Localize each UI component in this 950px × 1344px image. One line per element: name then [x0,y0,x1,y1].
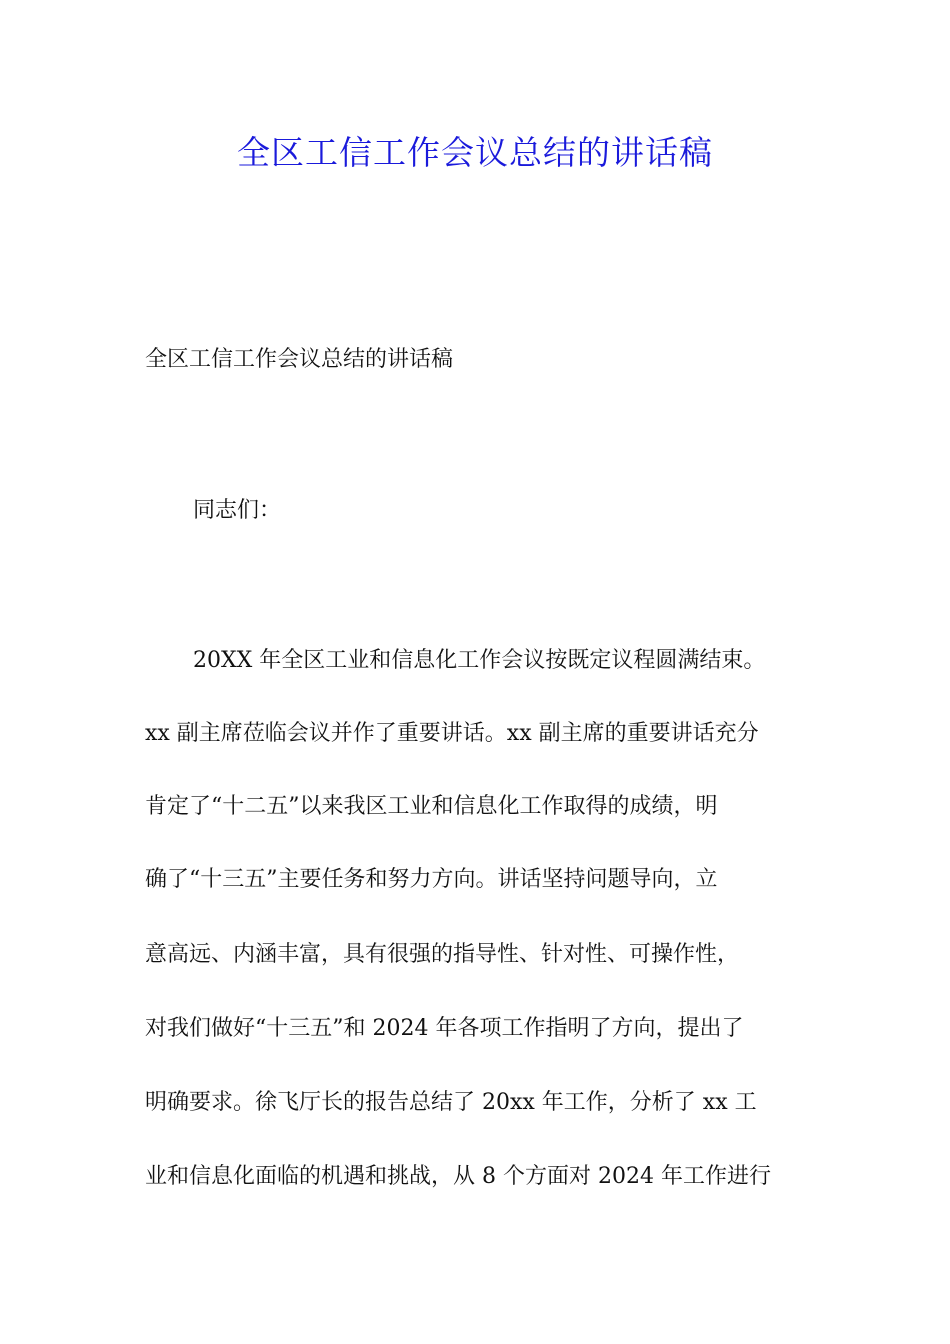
document-subtitle: 全区工信工作会议总结的讲话稿 [145,347,454,372]
document-title: 全区工信工作会议总结的讲话稿 [237,133,713,172]
paragraph-line: xx 副主席莅临会议并作了重要讲话。xx 副主席的重要讲话充分 [145,721,759,746]
salutation: 同志们： [193,498,282,523]
paragraph-line: 20XX 年全区工业和信息化工作会议按既定议程圆满结束。 [193,648,766,673]
paragraph-line: 对我们做好“十三五”和 2024 年各项工作指明了方向，提出了 [145,1016,744,1041]
paragraph-line: 明确要求。徐飞厅长的报告总结了 20xx 年工作，分析了 xx 工 [145,1090,757,1115]
paragraph-line: 确了“十三五”主要任务和努力方向。讲话坚持问题导向，立 [145,867,718,892]
paragraph-line: 意高远、内涵丰富，具有很强的指导性、针对性、可操作性， [145,942,740,967]
paragraph-line: 肯定了“十二五”以来我区工业和信息化工作取得的成绩，明 [145,794,718,819]
paragraph-line: 业和信息化面临的机遇和挑战，从 8 个方面对 2024 年工作进行 [145,1164,771,1189]
